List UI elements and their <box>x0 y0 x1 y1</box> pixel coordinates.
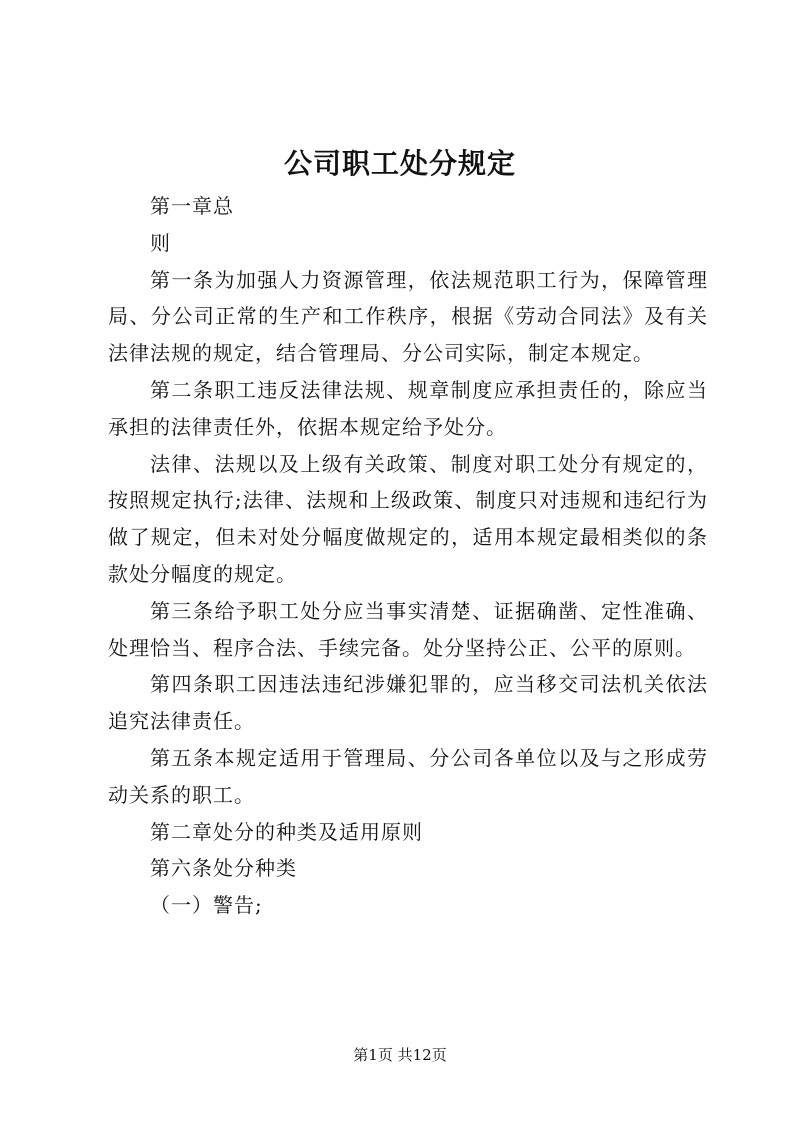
page-title: 公司职工处分规定 <box>283 147 516 180</box>
paragraph-article-6: 第六条处分种类 <box>150 856 297 881</box>
paragraph-chapter-1-heading: 第一章总 <box>150 194 234 218</box>
paragraph-article-3: 第三条给予职工处分应当事实清楚、证据确凿、定性准确、处理恰当、程序合法、手续完备。处分坚持公正、公平的原则。 <box>108 598 708 660</box>
paragraph-chapter-2-heading: 第二章处分的种类及适用原则 <box>150 819 423 844</box>
page-footer: 第1页 共12页 <box>353 1046 447 1064</box>
paragraph-article-5: 第五条本规定适用于管理局、分公司各单位以及与之形成劳动关系的职工。 <box>108 745 708 807</box>
paragraph-article-1: 第一条为加强人力资源管理，依法规范职工行为，保障管理局、分公司正常的生产和工作秩序，根据《劳动合同法》及有关法律法规的规定，结合管理局、分公司实际，制定本规定。 <box>108 267 708 366</box>
paragraph-article-4: 第四条职工因违法违纪涉嫌犯罪的，应当移交司法机关依法追究法律责任。 <box>108 672 708 734</box>
document-body <box>108 188 708 924</box>
paragraph-article-2: 第二条职工违反法律法规、规章制度应承担责任的，除应当承担的法律责任外，依据本规定给予处分。 <box>108 377 708 439</box>
paragraph-article-2-cont: 法律、法规以及上级有关政策、制度对职工处分有规定的，按照规定执行;法律、法规和上级政策、制度只对违规和违纪行为做了规定，但未对处分幅度做规定的，适用本规定最相类似的条款处分幅度的规定。 <box>108 451 708 586</box>
paragraph-item-1: （一）警告; <box>150 893 263 918</box>
paragraph-chapter-1-heading-cont: 则 <box>150 230 171 255</box>
